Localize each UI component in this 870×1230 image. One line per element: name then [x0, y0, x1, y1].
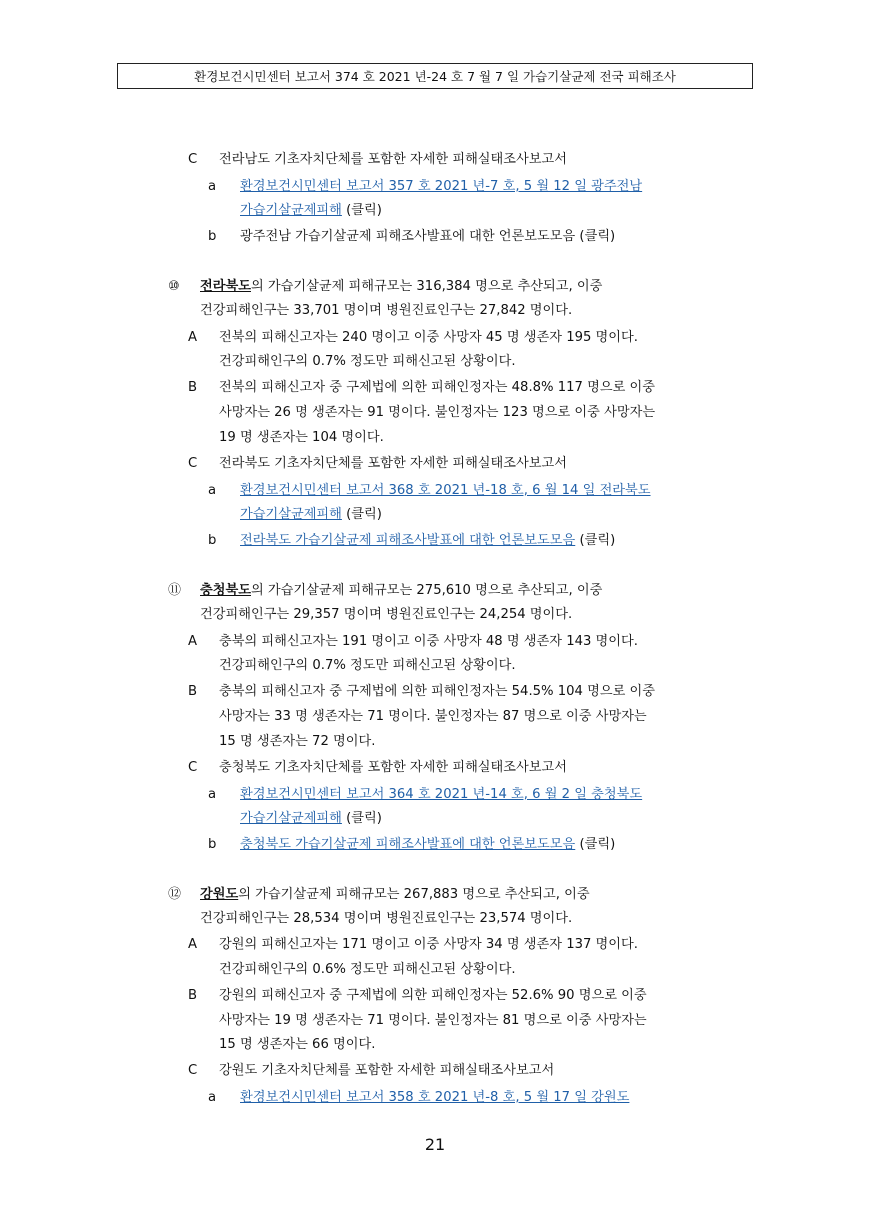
- item-label-b: b: [208, 229, 217, 244]
- section-intro-2: 건강피해인구는 28,534 명이며 병원진료인구는 23,574 명이다.: [200, 911, 573, 926]
- click-label: (클릭): [579, 533, 616, 548]
- report-link[interactable]: 가습기살균제피해: [240, 811, 342, 826]
- click-label: (클릭): [579, 837, 616, 852]
- section-intro: [200, 581, 602, 601]
- report-link[interactable]: 환경보건시민센터 보고서 364 호 2021 년-14 호, 6 월 2 일 충청북도: [240, 787, 643, 802]
- item-label-a-upper: A: [188, 937, 198, 952]
- intro-text: 의 가습기살균제 피해규모는 316,384 명으로 추산되고, 이중: [250, 279, 603, 294]
- section-number: ⑩: [168, 279, 180, 294]
- item-text: 사망자는 33 명 생존자는 71 명이다. 불인정자는 87 명으로 이중 사망자는: [219, 709, 647, 724]
- item-text: 전라북도 기초자치단체를 포함한 자세한 피해실태조사보고서: [219, 456, 567, 471]
- item-label-c: C: [188, 1063, 198, 1078]
- press-link[interactable]: 전라북도 가습기살균제 피해조사발표에 대한 언론보도모음: [240, 533, 576, 548]
- item-label-a: a: [208, 1090, 217, 1105]
- page-header: 환경보건시민센터 보고서 374 호 2021 년-24 호 7 월 7 일 가습기살균제 전국 피해조사: [117, 63, 753, 89]
- intro-text: 의 가습기살균제 피해규모는 275,610 명으로 추산되고, 이중: [250, 583, 603, 598]
- item-text: 충청북도 기초자치단체를 포함한 자세한 피해실태조사보고서: [219, 760, 567, 775]
- click-label: (클릭): [346, 811, 382, 826]
- report-link[interactable]: 가습기살균제피해: [240, 203, 342, 218]
- press-link[interactable]: 충청북도 가습기살균제 피해조사발표에 대한 언론보도모음: [240, 837, 576, 852]
- page-number: 21: [424, 1135, 446, 1154]
- item-label-b-upper: B: [188, 380, 198, 395]
- section-intro-2: 건강피해인구는 29,357 명이며 병원진료인구는 24,254 명이다.: [200, 607, 573, 622]
- item-label-c: C: [188, 456, 198, 471]
- region-name: 충청북도: [200, 583, 251, 598]
- item-text: 강원의 피해신고자는 171 명이고 이중 사망자 34 명 생존자 137 명이다.: [219, 937, 638, 952]
- click-label: (클릭): [346, 507, 382, 522]
- report-link-line2: [240, 505, 382, 525]
- section-number: ⑫: [168, 887, 182, 902]
- item-label-c: C: [188, 760, 198, 775]
- section-number: ⑪: [168, 583, 182, 598]
- item-text: 광주전남 가습기살균제 피해조사발표에 대한 언론보도모음 (클릭): [240, 229, 616, 244]
- press-link-line: [240, 835, 615, 855]
- item-text: 전라남도 기초자치단체를 포함한 자세한 피해실태조사보고서: [219, 152, 567, 167]
- report-link[interactable]: 환경보건시민센터 보고서 357 호 2021 년-7 호, 5 월 12 일 광주전남: [240, 179, 643, 194]
- item-label-a: a: [208, 787, 217, 802]
- report-link[interactable]: 환경보건시민센터 보고서 358 호 2021 년-8 호, 5 월 17 일 강원도: [240, 1090, 630, 1105]
- report-link[interactable]: 환경보건시민센터 보고서 368 호 2021 년-18 호, 6 월 14 일 전라북도: [240, 483, 651, 498]
- intro-text: 의 가습기살균제 피해규모는 267,883 명으로 추산되고, 이중: [238, 887, 590, 902]
- section-intro: [200, 885, 590, 905]
- item-label-b-upper: B: [188, 988, 198, 1003]
- item-text: 강원의 피해신고자 중 구제법에 의한 피해인정자는 52.6% 90 명으로 이중: [219, 988, 647, 1003]
- item-text: 강원도 기초자치단체를 포함한 자세한 피해실태조사보고서: [219, 1063, 555, 1078]
- item-text: 전북의 피해신고자 중 구제법에 의한 피해인정자는 48.8% 117 명으로 이중: [219, 380, 656, 395]
- report-link-line2: [240, 809, 382, 829]
- item-text: 15 명 생존자는 72 명이다.: [219, 734, 376, 749]
- item-text: 건강피해인구의 0.6% 정도만 피해신고된 상황이다.: [219, 962, 516, 977]
- item-text: 건강피해인구의 0.7% 정도만 피해신고된 상황이다.: [219, 658, 516, 673]
- click-label: (클릭): [346, 203, 382, 218]
- region-name: 강원도: [200, 887, 239, 902]
- item-text: 충북의 피해신고자 중 구제법에 의한 피해인정자는 54.5% 104 명으로 이중: [219, 684, 656, 699]
- item-label-b-upper: B: [188, 684, 198, 699]
- section-intro: [200, 277, 602, 297]
- report-link-line2: [240, 201, 382, 221]
- item-text: 사망자는 19 명 생존자는 71 명이다. 불인정자는 81 명으로 이중 사망자는: [219, 1013, 647, 1028]
- item-label-a: a: [208, 483, 217, 498]
- item-label-b: b: [208, 533, 217, 548]
- report-link[interactable]: 가습기살균제피해: [240, 507, 342, 522]
- item-label-a-upper: A: [188, 634, 198, 649]
- item-label-c: C: [188, 152, 198, 167]
- item-text: 사망자는 26 명 생존자는 91 명이다. 불인정자는 123 명으로 이중 사망자는: [219, 405, 656, 420]
- section-intro-2: 건강피해인구는 33,701 명이며 병원진료인구는 27,842 명이다.: [200, 303, 573, 318]
- item-label-b: b: [208, 837, 217, 852]
- item-label-a-upper: A: [188, 330, 198, 345]
- item-text: 19 명 생존자는 104 명이다.: [219, 430, 384, 445]
- item-label-a: a: [208, 179, 217, 194]
- item-text: 충북의 피해신고자는 191 명이고 이중 사망자 48 명 생존자 143 명이다.: [219, 634, 638, 649]
- item-text: 건강피해인구의 0.7% 정도만 피해신고된 상황이다.: [219, 354, 516, 369]
- press-link-line: [240, 531, 615, 551]
- item-text: 전북의 피해신고자는 240 명이고 이중 사망자 45 명 생존자 195 명이다.: [219, 330, 638, 345]
- item-text: 15 명 생존자는 66 명이다.: [219, 1037, 376, 1052]
- region-name: 전라북도: [200, 279, 251, 294]
